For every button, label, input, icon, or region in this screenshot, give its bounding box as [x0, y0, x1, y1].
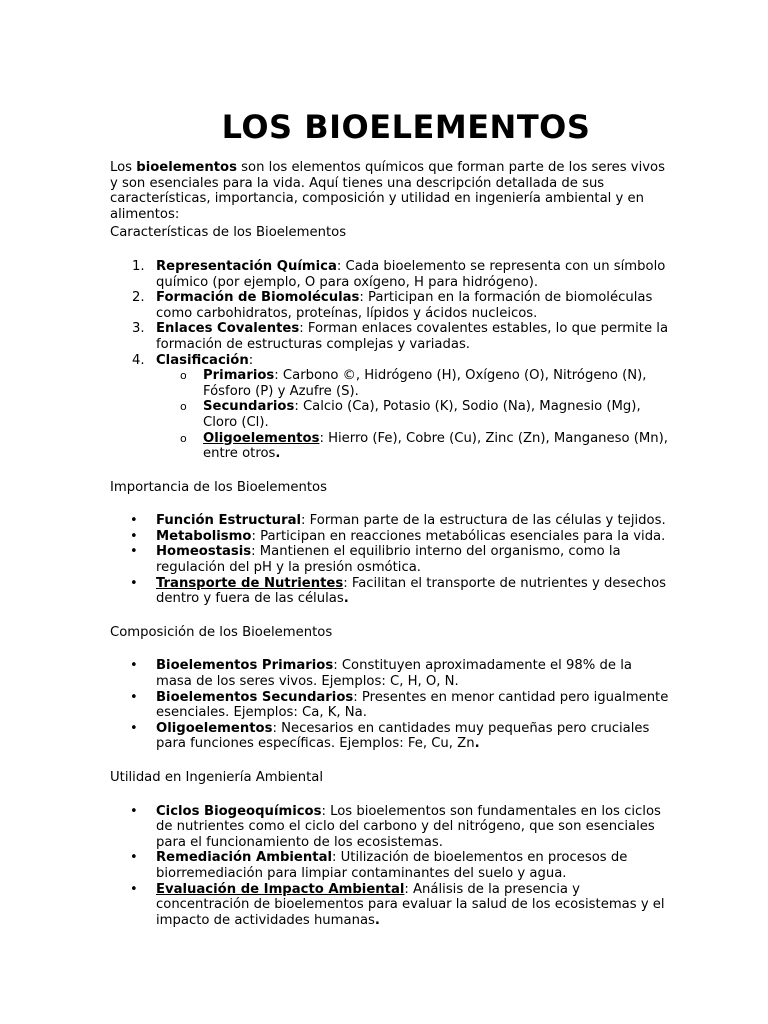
item-text: : Presentes en menor cantidad pero igualmente esenciales. Ejemplos: Ca, K, Na. — [156, 689, 669, 721]
bullet-icon: • — [130, 803, 138, 819]
item-text: : Mantienen el equilibrio interno del organismo, como la regulación del pH y la presión osmótica. — [156, 544, 621, 576]
intro-bold: bioelementos — [136, 160, 237, 175]
document-body — [110, 160, 670, 928]
list-item — [110, 259, 670, 290]
item-text: : Calcio (Ca), Potasio (K), Sodio (Na), Magnesio (Mg), Cloro (Cl). — [203, 399, 641, 430]
item-text: : Cada bioelemento se representa con un símbolo químico (por ejemplo, O para oxígeno, H para hidrógeno). — [156, 258, 666, 290]
sub-list-item — [110, 368, 670, 399]
item-text: : Participan en la formación de biomoléculas como carbohidratos, proteínas, lípidos y ácidos nucleicos. — [156, 290, 653, 321]
bullet-icon: • — [130, 881, 138, 897]
item-text: : — [248, 352, 254, 368]
document-title: LOS BIOELEMENTOS — [221, 108, 591, 147]
list-item — [110, 804, 670, 851]
list-item — [110, 721, 670, 752]
item-term: Bioelementos Secundarios — [156, 689, 354, 705]
bullet-icon: • — [130, 720, 138, 736]
bullet-icon: • — [130, 575, 138, 591]
list-item — [110, 882, 670, 929]
intro-pre: Los — [110, 160, 137, 175]
bullet-icon: • — [130, 658, 138, 674]
utilidad-list — [110, 804, 670, 929]
item-term: Secundarios — [203, 399, 295, 415]
bullet-icon: • — [130, 513, 138, 529]
intro-post: son los elementos químicos que forman parte de los seres vivos y son esenciales para la vida. Aquí tienes una descripción detallada de sus características, importancia, composición y utilidad en ingeniería ambiental y en alimentos: — [110, 160, 665, 222]
item-end: . — [343, 591, 349, 607]
list-item — [110, 513, 670, 529]
item-text: : Forman parte de la estructura de las células y tejidos. — [301, 513, 666, 529]
bullet-icon: • — [130, 528, 138, 544]
item-term: Formación de Biomoléculas — [156, 290, 360, 306]
heading-utilidad: Utilidad en Ingeniería Ambiental — [110, 770, 324, 785]
item-term: Clasificación — [156, 352, 249, 368]
list-item — [110, 544, 670, 575]
circle-bullet-icon: o — [180, 431, 187, 445]
list-item — [110, 576, 670, 607]
item-text: : Necesarios en cantidades muy pequeñas pero cruciales para funciones específicas. Ejemplos: Fe, Cu, Zn — [156, 720, 650, 752]
caracteristicas-list — [110, 259, 670, 368]
bullet-icon: • — [130, 850, 138, 866]
list-item — [110, 353, 670, 369]
item-end: . — [374, 912, 380, 928]
item-number: 1. — [132, 258, 145, 274]
intro-paragraph — [110, 160, 670, 222]
composicion-list — [110, 658, 670, 752]
item-text: : Carbono ©, Hidrógeno (H), Oxígeno (O), Nitrógeno (N), Fósforo (P) y Azufre (S). — [203, 368, 647, 399]
item-number: 3. — [132, 321, 145, 337]
item-term: Transporte de Nutrientes — [156, 575, 344, 591]
heading-composicion: Composición de los Bioelementos — [110, 624, 333, 640]
item-term: Homeostasis — [156, 544, 252, 560]
item-end: . — [275, 446, 281, 462]
heading-importancia: Importancia de los Bioelementos — [110, 479, 327, 495]
list-item — [110, 290, 670, 321]
item-end: . — [474, 736, 480, 752]
item-number: 4. — [132, 352, 145, 368]
item-term: Oligoelementos — [156, 720, 273, 736]
heading-caracteristicas: Características de los Bioelementos — [110, 225, 347, 241]
item-term: Remediación Ambiental — [156, 850, 332, 866]
item-text: : Hierro (Fe), Cobre (Cu), Zinc (Zn), Manganeso (Mn), entre otros — [203, 430, 668, 462]
bullet-icon: • — [130, 544, 138, 560]
sub-list-item — [110, 399, 670, 430]
clasificacion-sublist — [110, 368, 670, 462]
importancia-list — [110, 513, 670, 607]
item-term: Bioelementos Primarios — [156, 658, 334, 674]
item-term: Evaluación de Impacto Ambiental — [156, 881, 405, 897]
item-term: Ciclos Biogeoquímicos — [156, 803, 322, 819]
circle-bullet-icon: o — [180, 400, 187, 414]
circle-bullet-icon: o — [180, 369, 187, 383]
item-term: Enlaces Covalentes — [156, 321, 300, 337]
item-text: : Los bioelementos son fundamentales en los ciclos de nutrientes como el ciclo del carbono y del nitrógeno, que son esenciales para el funcionamiento de los ecosistemas. — [156, 803, 661, 850]
list-item — [110, 690, 670, 721]
item-text: : Análisis de la presencia y concentración de bioelementos para evaluar la salud de los ecosistemas y el impacto de actividades humanas — [156, 881, 665, 928]
item-term: Metabolismo — [156, 528, 252, 544]
item-text: : Utilización de bioelementos en procesos de biorremediación para limpiar contaminantes del suelo y agua. — [156, 850, 628, 881]
list-item — [110, 529, 670, 545]
item-text: : Facilitan el transporte de nutrientes y desechos dentro y fuera de las células — [156, 575, 667, 607]
list-item — [110, 658, 670, 689]
list-item — [110, 321, 670, 352]
item-text: : Constituyen aproximadamente el 98% de la masa de los seres vivos. Ejemplos: C, H, O, N. — [156, 658, 632, 690]
item-text: : Forman enlaces covalentes estables, lo que permite la formación de estructuras complejas y variadas. — [156, 321, 669, 352]
bullet-icon: • — [130, 689, 138, 705]
item-term: Representación Química — [156, 258, 337, 274]
item-number: 2. — [132, 290, 145, 306]
item-term: Primarios — [203, 368, 275, 384]
list-item — [110, 850, 670, 881]
sub-list-item — [110, 431, 670, 462]
item-term: Función Estructural — [156, 513, 301, 529]
item-term: Oligoelementos — [203, 430, 320, 446]
item-text: : Participan en reacciones metabólicas esenciales para la vida. — [251, 528, 666, 544]
